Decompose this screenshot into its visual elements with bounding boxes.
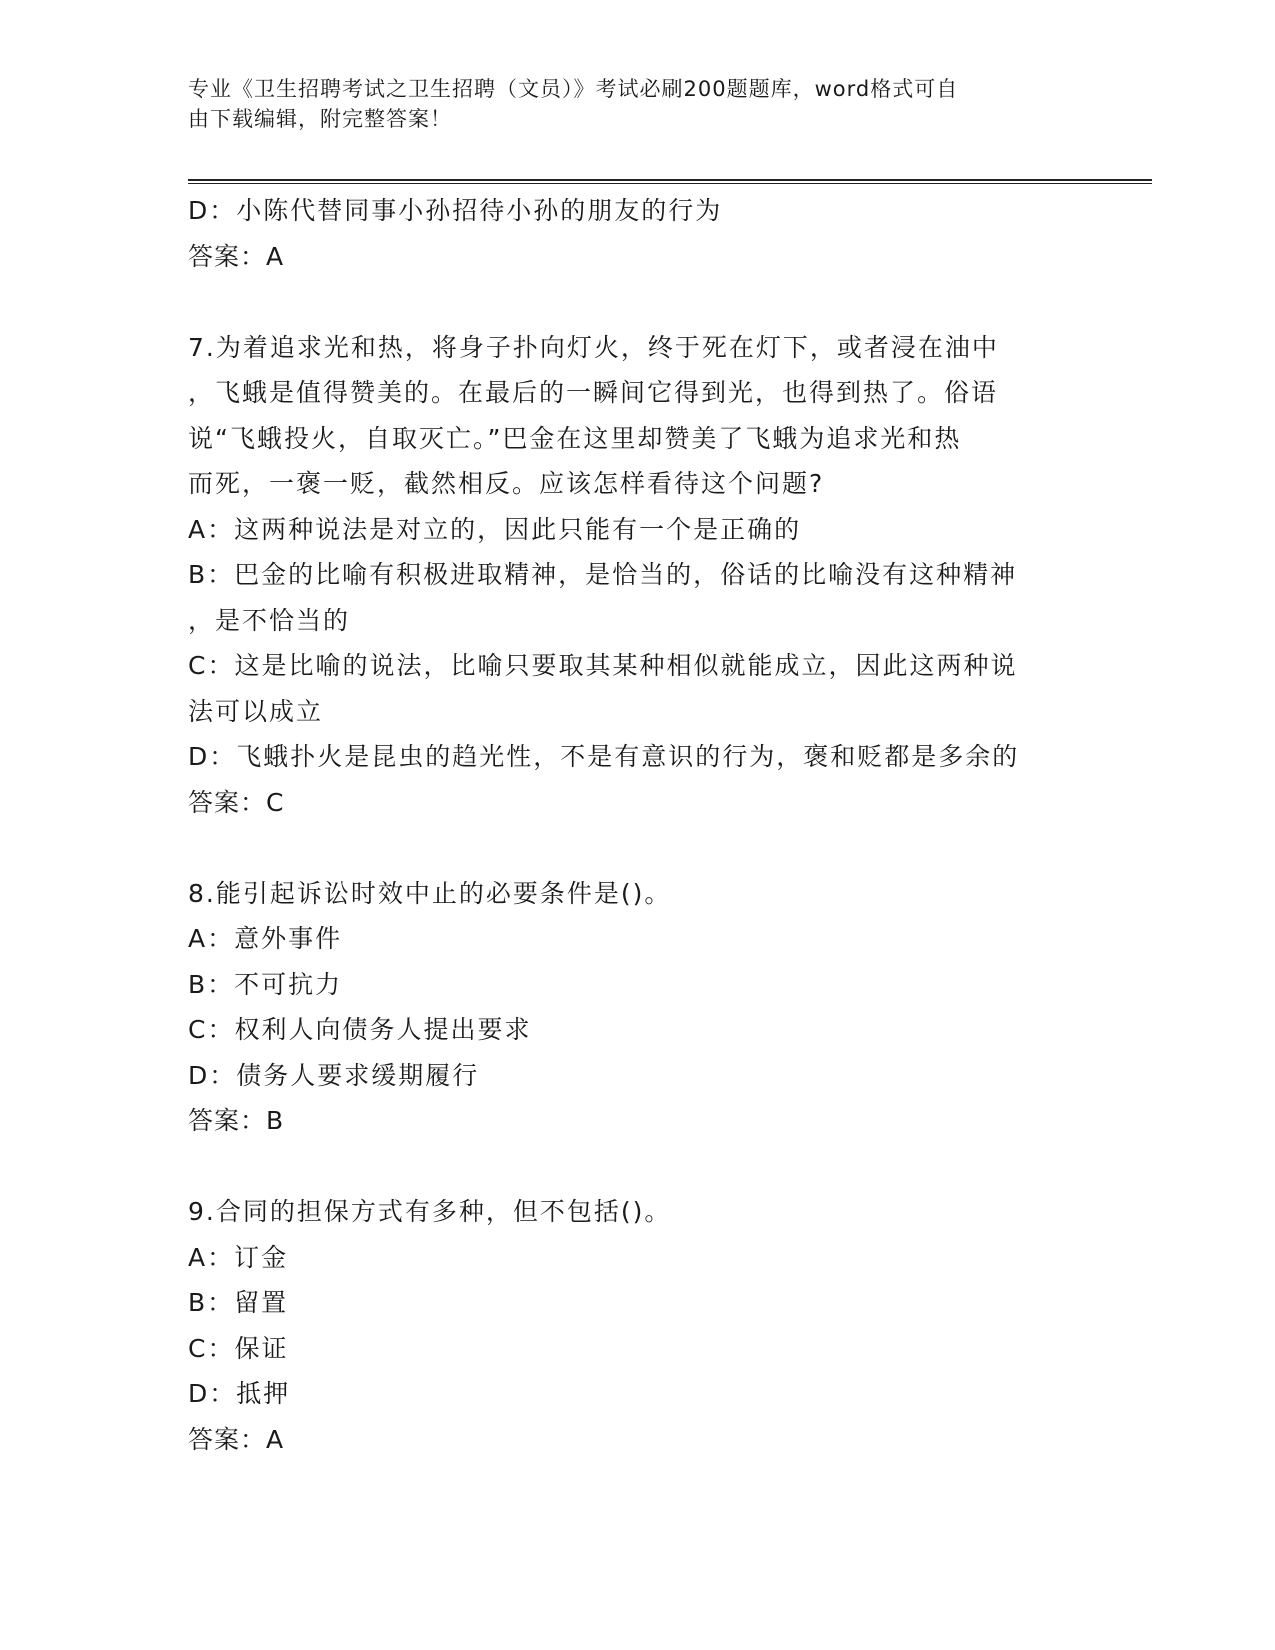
question-7-stem-line: ，飞蛾是值得赞美的。在最后的一瞬间它得到光，也得到热了。俗语: [188, 378, 999, 407]
spacer: [188, 1144, 1088, 1190]
header-title-line-1: 专业《卫生招聘考试之卫生招聘（文员）》考试必刷200题题库，word格式可自: [188, 77, 959, 101]
question-9-stem: 9.合同的担保方式有多种，但不包括()。: [188, 1197, 672, 1226]
question-9-answer: 答案：A: [188, 1424, 285, 1454]
header-title-line-2: 由下载编辑，附完整答案！: [188, 107, 452, 131]
spacer: [188, 279, 1088, 325]
question-7-stem-line: 7.为着追求光和热，将身子扑向灯火，终于死在灯下，或者浸在油中: [188, 332, 999, 362]
question-7-option-a: A：这两种说法是对立的，因此只能有一个是正确的: [188, 514, 802, 544]
question-list: [188, 188, 1088, 1462]
question-7-stem-line: 而死，一褒一贬，截然相反。应该怎样看待这个问题?: [188, 469, 825, 498]
question-8-option-c: C：权利人向债务人提出要求: [188, 1015, 532, 1044]
question-8-stem: 8.能引起诉讼时效中止的必要条件是()。: [188, 878, 672, 908]
question-9-option-a: A：订金: [188, 1242, 289, 1272]
question-7-option-c-line: C：这是比喻的说法，比喻只要取其某种相似就能成立，因此这两种说: [188, 651, 1018, 680]
header-divider: [188, 179, 1152, 184]
question-9: [188, 1189, 1088, 1462]
question-7: [188, 325, 1088, 826]
question-8-option-d: D：债务人要求缓期履行: [188, 1060, 480, 1090]
spacer: [188, 825, 1088, 871]
prev-option-d: D：小陈代替同事小孙招待小孙的朋友的行为: [188, 196, 723, 225]
question-7-option-d: D：飞蛾扑火是昆虫的趋光性，不是有意识的行为，褒和贬都是多余的: [188, 742, 1020, 771]
question-7-option-b-line: ，是不恰当的: [188, 605, 351, 635]
question-7-answer: 答案：C: [188, 787, 285, 817]
question-7-option-c-line: 法可以成立: [188, 696, 324, 726]
question-8-option-b: B：不可抗力: [188, 969, 343, 999]
question-7-option-b-line: B：巴金的比喻有积极进取精神，是恰当的，俗话的比喻没有这种精神: [188, 560, 1018, 589]
question-9-option-d: D：抵押: [188, 1379, 291, 1408]
question-8-option-a: A：意外事件: [188, 924, 343, 953]
question-8-answer: 答案：B: [188, 1106, 285, 1135]
prev-answer: 答案：A: [188, 241, 285, 271]
question-7-stem-line: 说“飞蛾投火，自取灭亡。”巴金在这里却赞美了飞蛾为追求光和热: [188, 423, 962, 453]
question-9-option-b: B：留置: [188, 1288, 289, 1317]
document-header: [188, 74, 1068, 134]
question-8: [188, 871, 1088, 1144]
question-9-option-c: C：保证: [188, 1333, 289, 1363]
